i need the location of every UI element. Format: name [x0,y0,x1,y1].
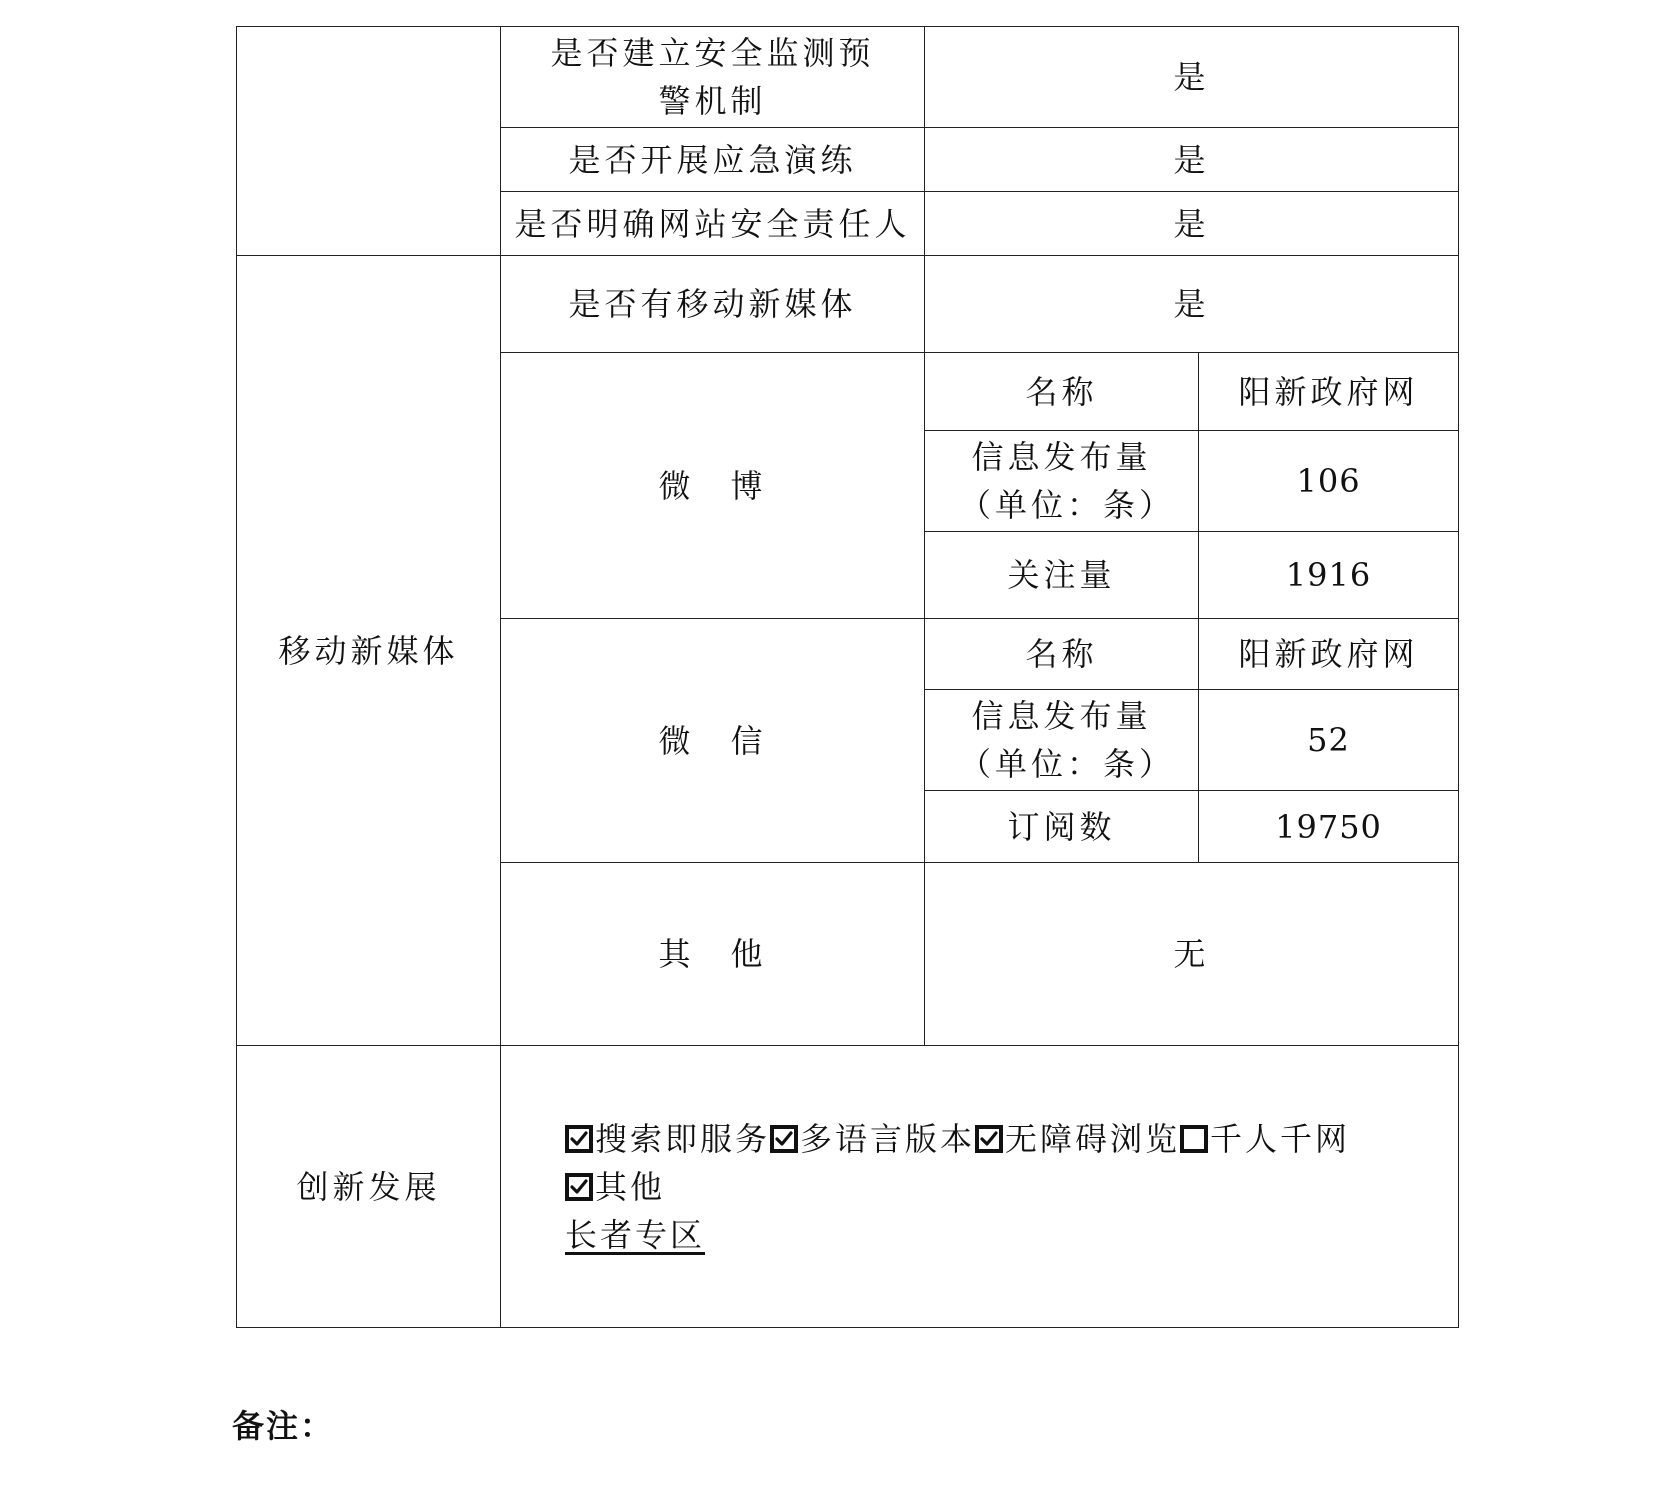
innovation-other-text: 长者专区 [565,1215,706,1254]
option-label: 千人千网 [1210,1119,1351,1158]
checkbox-accessibility[interactable] [975,1125,1003,1153]
wechat-subscribers-label: 订阅数 [925,791,1199,863]
checkbox-personalized[interactable] [1180,1125,1208,1153]
innovation-option [975,1120,1180,1158]
report-table [236,26,1459,1328]
option-label: 无障碍浏览 [1005,1119,1181,1158]
note-label: 备注： [232,1407,335,1445]
innovation-option [1180,1120,1350,1158]
wechat-posts-label: 信息发布量（单位：条） [925,690,1199,791]
security-officer-label: 是否明确网站安全责任人 [501,192,925,256]
wechat-label: 微 信 [501,619,925,863]
weibo-name-label: 名称 [925,353,1199,431]
weibo-followers-label: 关注量 [925,532,1199,619]
checkbox-search-service[interactable] [565,1125,593,1153]
option-label: 多语言版本 [800,1119,976,1158]
security-monitoring-label: 是否建立安全监测预警机制 [501,27,925,128]
wechat-name-value: 阳新政府网 [1199,619,1459,690]
emergency-drill-label: 是否开展应急演练 [501,128,925,192]
checkbox-multilingual[interactable] [770,1125,798,1153]
option-label: 搜索即服务 [595,1119,771,1158]
innovation-option [565,1120,770,1158]
weibo-posts-label: 信息发布量（单位：条） [925,431,1199,532]
wechat-subscribers-value: 19750 [1199,791,1459,863]
weibo-name-value: 阳新政府网 [1199,353,1459,431]
has-media-value: 是 [925,256,1459,353]
innovation-options-cell [501,1046,1459,1328]
media-category-label: 移动新媒体 [237,256,501,1046]
security-officer-value: 是 [925,192,1459,256]
checkbox-other[interactable] [565,1173,593,1201]
table-row [237,27,1459,128]
has-media-label: 是否有移动新媒体 [501,256,925,353]
wechat-name-label: 名称 [925,619,1199,690]
security-category-cell [237,27,501,256]
table-row [237,256,1459,353]
weibo-followers-value: 1916 [1199,532,1459,619]
option-label: 其他 [595,1167,666,1206]
emergency-drill-value: 是 [925,128,1459,192]
other-media-label: 其 他 [501,863,925,1046]
innovation-category-label: 创新发展 [237,1046,501,1328]
security-monitoring-value: 是 [925,27,1459,128]
innovation-option [770,1120,975,1158]
weibo-posts-value: 106 [1199,431,1459,532]
wechat-posts-value: 52 [1199,690,1459,791]
table-row [237,1046,1459,1328]
other-media-value: 无 [925,863,1459,1046]
weibo-label: 微 博 [501,353,925,619]
innovation-option [565,1168,665,1206]
